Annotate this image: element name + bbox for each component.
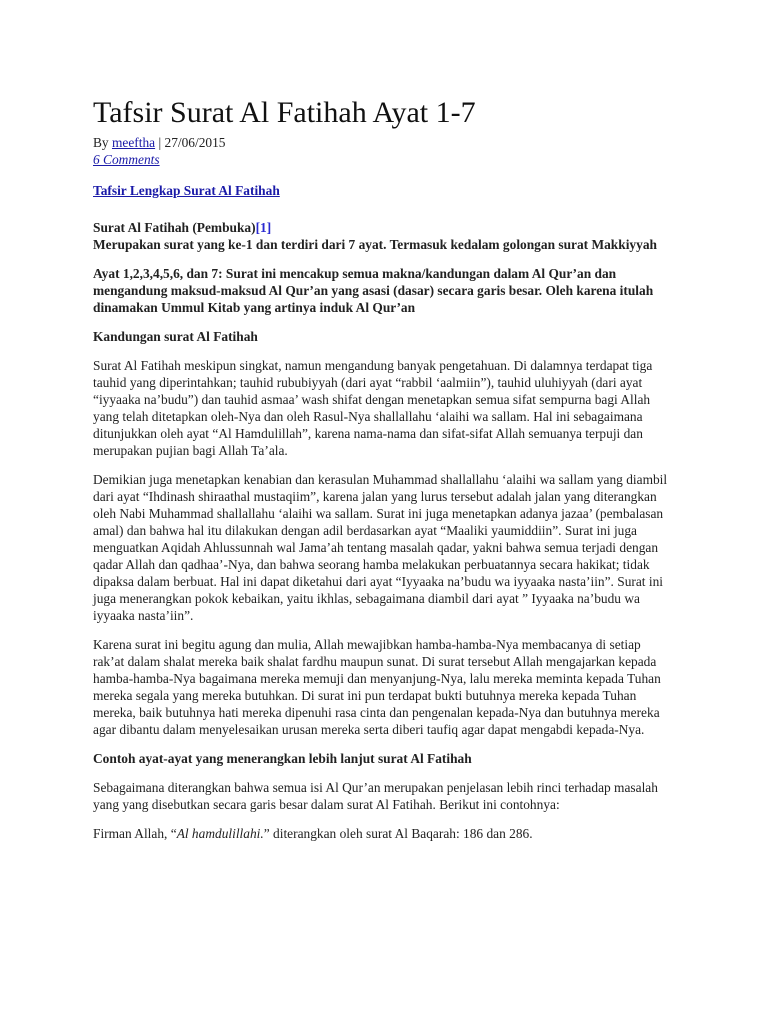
firman-line xyxy=(93,825,675,842)
intro-heading-row xyxy=(93,219,675,236)
byline xyxy=(93,134,675,151)
section-heading-kandungan: Kandungan surat Al Fatihah xyxy=(93,329,258,344)
author-link[interactable]: meeftha xyxy=(111,135,156,150)
ayat-summary: Ayat 1,2,3,4,5,6, dan 7: Surat ini mencakup semua makna/kandungan dalam Al Qur’an dan mengandung maksud-maksud Al Qur’an yang asasi (dasar) secara garis besar. Oleh karena itulah dinamakan Ummul Kitab yang artinya induk Al Qur’an xyxy=(93,266,654,315)
paragraph-2: Demikian juga menetapkan kenabian dan kerasulan Muhammad shallallahu ‘alaihi wa sallam yang diambil dari ayat “Ihdinash shiraathal mustaqiim”, karena jalan yang lurus tersebut adalah jalan yang diterangkan oleh Nabi Muhammad shallallahu ‘alaihi wa sallam. Surat ini juga menetapkan adanya jazaa’ (pembalasan amal) dan bahwa hal itu dilakukan dengan adil berdasarkan ayat “Maaliki yaumiddiin”. Surat ini juga menguatkan Aqidah Ahlussunnah wal Jama’ah tentang masalah qadar, yakni bahwa semua terjadi dengan qadar Allah dan qadhaa’-Nya, dan bahwa seorang hamba melakukan perbuatannya secara hakikat; tidak dipaksa dalam berbuat. Hal ini dapat diketahui dari ayat “Iyyaaka na’budu wa iyyaaka nasta’iin”. Surat ini juga menerangkan pokok kebaikan, yaitu ikhlas, sebagaimana diambil dari ayat ” Iyyaaka na’budu wa iyyaaka nasta’iin”. xyxy=(93,472,668,623)
byline-separator: | xyxy=(155,135,165,150)
full-tafsir-link[interactable]: Tafsir Lengkap Surat Al Fatihah xyxy=(93,183,280,198)
by-label: By xyxy=(93,135,112,150)
paragraph-4: Sebagaimana diterangkan bahwa semua isi Al Qur’an merupakan penjelasan lebih rinci terhadap masalah yang yang disebutkan secara garis besar dalam surat Al Fatihah. Berikut ini contohnya: xyxy=(93,780,658,812)
page-title: Tafsir Surat Al Fatihah Ayat 1-7 xyxy=(93,96,476,129)
firman-italic: Al hamdulillahi. xyxy=(176,826,264,841)
intro-heading: Surat Al Fatihah (Pembuka) xyxy=(93,220,256,235)
comments-row xyxy=(93,151,675,168)
firman-suffix: ” diterangkan oleh surat Al Baqarah: 186 dan 286. xyxy=(263,826,533,841)
article xyxy=(93,96,675,854)
firman-prefix: Firman Allah, “ xyxy=(93,826,177,841)
section-heading-contoh: Contoh ayat-ayat yang menerangkan lebih lanjut surat Al Fatihah xyxy=(93,751,472,766)
comments-link[interactable]: 6 Comments xyxy=(93,152,160,167)
paragraph-1: Surat Al Fatihah meskipun singkat, namun mengandung banyak pengetahuan. Di dalamnya terdapat tiga tauhid yang diperintahkan; tauhid rububiyyah (dari ayat “rabbil ‘aalmiin”), tauhid uluhiyyah (dari ayat “iyyaaka na’budu”) dan tauhid asmaa’ wash shifat dengan menetapkan semua sifat sempurna bagi Allah yang telah ditetapkan oleh-Nya dan oleh Rasul-Nya shallallahu ‘alaihi wa sallam. Hal ini sebagaimana ditunjukkan oleh ayat “Al Hamdulillah”, karena nama-nama dan sifat-sifat Allah semuanya terpuji dan merupakan pujian bagi Allah Ta’ala. xyxy=(93,358,653,458)
footnote-ref-link[interactable]: [1] xyxy=(255,220,272,235)
post-date: 27/06/2015 xyxy=(164,135,226,150)
intro-desc: Merupakan surat yang ke-1 dan terdiri dari 7 ayat. Termasuk kedalam golongan surat Makkiyyah xyxy=(93,237,657,252)
paragraph-3: Karena surat ini begitu agung dan mulia, Allah mewajibkan hamba-hamba-Nya membacanya di setiap rak’at dalam shalat mereka baik shalat fardhu maupun sunat. Di surat tersebut Allah mengajarkan kepada hamba-hamba-Nya bagaimana mereka memuji dan menyanjung-Nya, lalu mereka meminta kepada Tuhan mereka segala yang mereka butuhkan. Di surat ini pun terdapat bukti butuhnya mereka kepada Tuhan mereka, baik butuhnya hati mereka dipenuhi rasa cinta dan pengenalan kepada-Nya dan butuhnya mereka agar dibantu dalam menyelesaikan urusan mereka serta diberi taufiq agar dapat mengabdi kepada-Nya. xyxy=(93,637,661,737)
